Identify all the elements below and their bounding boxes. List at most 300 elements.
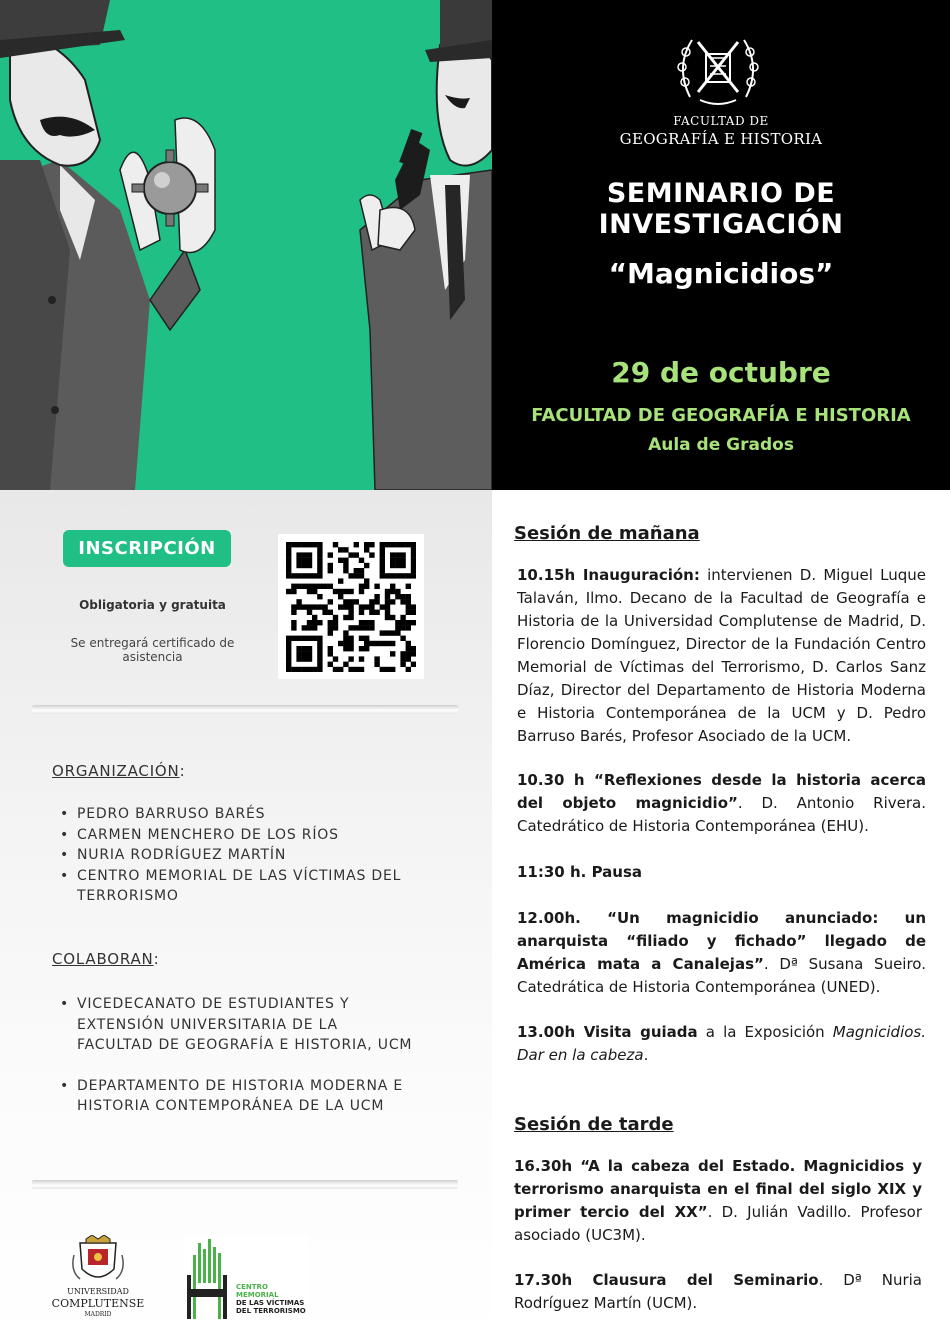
qr-module xyxy=(343,636,348,641)
qr-module xyxy=(406,620,411,625)
qr-module xyxy=(317,563,322,568)
qr-module xyxy=(369,542,374,547)
qr-module xyxy=(364,604,369,609)
qr-module xyxy=(286,563,291,568)
qr-module xyxy=(322,610,327,615)
qr-module xyxy=(380,558,385,563)
ucm-crest-icon xyxy=(50,1235,146,1287)
qr-module xyxy=(354,568,359,573)
qr-module xyxy=(312,625,317,630)
qr-module xyxy=(380,641,385,646)
qr-module xyxy=(359,620,364,625)
qr-module xyxy=(395,630,400,635)
qr-module xyxy=(411,651,416,656)
qr-module xyxy=(317,641,322,646)
qr-module xyxy=(406,656,411,661)
qr-module xyxy=(317,620,322,625)
qr-module xyxy=(395,589,400,594)
qr-module xyxy=(390,641,395,646)
qr-module xyxy=(328,620,333,625)
qr-module xyxy=(302,573,307,578)
qr-module xyxy=(406,594,411,599)
afternoon-session-title: Sesión de tarde xyxy=(514,1114,674,1135)
qr-module xyxy=(390,558,395,563)
qr-module xyxy=(343,662,348,667)
qr-module xyxy=(291,589,296,594)
qr-module xyxy=(364,542,369,547)
qr-module xyxy=(333,667,338,672)
qr-module xyxy=(354,667,359,672)
qr-module xyxy=(385,610,390,615)
event-venue: FACULTAD DE GEOGRAFÍA E HISTORIA xyxy=(531,405,911,426)
qr-module xyxy=(317,573,322,578)
qr-module xyxy=(374,656,379,661)
qr-module xyxy=(296,667,301,672)
qr-module xyxy=(380,542,385,547)
qr-module xyxy=(291,625,296,630)
qr-module xyxy=(338,547,343,552)
qr-module xyxy=(359,568,364,573)
qr-module xyxy=(286,667,291,672)
qr-module xyxy=(348,604,353,609)
qr-module xyxy=(286,641,291,646)
qr-module xyxy=(348,641,353,646)
qr-module xyxy=(385,594,390,599)
qr-module xyxy=(411,620,416,625)
divider xyxy=(32,705,458,714)
qr-module xyxy=(307,646,312,651)
qr-module xyxy=(374,599,379,604)
qr-module xyxy=(333,656,338,661)
qr-module xyxy=(385,604,390,609)
qr-module xyxy=(302,563,307,568)
faculty-name-large: GEOGRAFÍA E HISTORIA xyxy=(619,130,823,148)
memorial-center-name: CENTRO MEMORIAL DE LAS VÍCTIMAS DEL TERRORISMO xyxy=(236,1283,306,1315)
qr-module xyxy=(307,656,312,661)
qr-module xyxy=(359,646,364,651)
qr-module xyxy=(328,584,333,589)
qr-module xyxy=(322,604,327,609)
qr-module xyxy=(390,651,395,656)
qr-module xyxy=(380,604,385,609)
qr-module xyxy=(338,578,343,583)
qr-module xyxy=(333,620,338,625)
event-room: Aula de Grados xyxy=(648,435,794,455)
qr-module xyxy=(400,563,405,568)
qr-module xyxy=(390,573,395,578)
qr-module xyxy=(296,552,301,557)
qr-module xyxy=(406,610,411,615)
qr-module xyxy=(411,542,416,547)
collaborators-heading: COLABORAN: xyxy=(52,950,160,968)
faculty-name-small: FACULTAD DE xyxy=(673,114,769,128)
seminar-title-line2: INVESTIGACIÓN xyxy=(598,209,844,240)
qr-module xyxy=(286,573,291,578)
qr-module xyxy=(406,599,411,604)
qr-module xyxy=(317,558,322,563)
qr-module xyxy=(374,584,379,589)
qr-module xyxy=(411,604,416,609)
ucm-logo xyxy=(50,1235,146,1320)
qr-module xyxy=(317,542,322,547)
qr-module xyxy=(291,620,296,625)
qr-module xyxy=(374,662,379,667)
qr-module xyxy=(343,646,348,651)
qr-module xyxy=(364,578,369,583)
qr-module xyxy=(343,615,348,620)
qr-module xyxy=(369,552,374,557)
qr-module xyxy=(359,558,364,563)
qr-module xyxy=(317,584,322,589)
qr-module xyxy=(317,636,322,641)
qr-module xyxy=(359,625,364,630)
ucm-name-line3: MADRID xyxy=(84,1311,112,1318)
qr-module xyxy=(348,667,353,672)
qr-module xyxy=(328,563,333,568)
qr-module xyxy=(369,620,374,625)
qr-module xyxy=(343,558,348,563)
qr-module xyxy=(333,542,338,547)
qr-module xyxy=(328,552,333,557)
qr-module xyxy=(286,568,291,573)
program-item: 11:30 h. Pausa xyxy=(517,863,643,881)
qr-module xyxy=(385,615,390,620)
program-item: 10.30 h “Reflexiones desde la historia acerca del objeto magnicidio”. D. Antonio Rivera. Catedrático de Historia Contemporánea (EHU). xyxy=(517,771,926,835)
qr-module xyxy=(411,552,416,557)
qr-module xyxy=(317,604,322,609)
qr-module xyxy=(317,646,322,651)
qr-module xyxy=(312,604,317,609)
qr-module xyxy=(307,604,312,609)
qr-module xyxy=(385,630,390,635)
qr-module xyxy=(380,552,385,557)
qr-module xyxy=(291,542,296,547)
memorial-center-logo xyxy=(183,1235,308,1320)
qr-module xyxy=(385,667,390,672)
qr-module xyxy=(302,646,307,651)
qr-module xyxy=(400,651,405,656)
list-item: • NURIA RODRÍGUEZ MARTÍN xyxy=(58,845,418,866)
qr-module xyxy=(400,636,405,641)
qr-module xyxy=(406,542,411,547)
qr-module xyxy=(400,615,405,620)
qr-module xyxy=(343,589,348,594)
qr-module xyxy=(385,641,390,646)
qr-module xyxy=(307,584,312,589)
qr-module xyxy=(354,552,359,557)
qr-module xyxy=(312,589,317,594)
certificate-note: Se entregará certificado de asistencia xyxy=(70,636,235,664)
qr-module xyxy=(333,589,338,594)
qr-module xyxy=(296,656,301,661)
qr-module xyxy=(348,625,353,630)
program-item: 17.30h Clausura del Seminario. Dª Nuria Rodríguez Martín (UCM). xyxy=(514,1271,922,1312)
qr-module xyxy=(338,667,343,672)
qr-module xyxy=(406,667,411,672)
qr-module xyxy=(364,646,369,651)
qr-module xyxy=(343,547,348,552)
qr-module xyxy=(390,630,395,635)
registration-note: Obligatoria y gratuita xyxy=(79,598,226,612)
qr-module xyxy=(354,542,359,547)
collaborators-list xyxy=(58,994,418,1137)
qr-module xyxy=(359,573,364,578)
qr-module xyxy=(406,573,411,578)
qr-module xyxy=(364,636,369,641)
qr-module xyxy=(296,558,301,563)
qr-module xyxy=(359,667,364,672)
qr-module xyxy=(302,542,307,547)
qr-module xyxy=(390,542,395,547)
qr-module xyxy=(385,599,390,604)
qr-module xyxy=(395,542,400,547)
qr-module xyxy=(312,667,317,672)
qr-module xyxy=(291,667,296,672)
qr-module xyxy=(312,620,317,625)
qr-module xyxy=(312,573,317,578)
qr-module xyxy=(406,646,411,651)
qr-module xyxy=(302,625,307,630)
organization-heading: ORGANIZACIÓN: xyxy=(52,762,186,780)
qr-module xyxy=(348,646,353,651)
qr-module xyxy=(338,589,343,594)
qr-module xyxy=(395,620,400,625)
qr-module xyxy=(317,552,322,557)
qr-module xyxy=(359,604,364,609)
qr-module xyxy=(390,667,395,672)
organization-list xyxy=(58,804,418,907)
qr-module xyxy=(328,568,333,573)
qr-module xyxy=(317,667,322,672)
memorial-bars-icon xyxy=(183,1235,233,1320)
qr-module xyxy=(395,563,400,568)
qr-module xyxy=(364,547,369,552)
qr-module xyxy=(364,625,369,630)
program-item: 16.30h “A la cabeza del Estado. Magnicidios y terrorismo anarquista en el final del siglo XIX y primer tercio del XX”. D. Julián Vadillo. Profesor asociado (UC3M). xyxy=(514,1157,923,1244)
list-item: • PEDRO BARRUSO BARÉS xyxy=(58,804,418,825)
left-detective xyxy=(0,0,215,490)
qr-module xyxy=(307,620,312,625)
qr-module xyxy=(312,615,317,620)
qr-module xyxy=(343,630,348,635)
qr-module xyxy=(338,558,343,563)
qr-module xyxy=(400,656,405,661)
qr-module xyxy=(286,636,291,641)
list-item: • CENTRO MEMORIAL DE LAS VÍCTIMAS DEL TERRORISMO xyxy=(58,866,418,907)
qr-module xyxy=(348,656,353,661)
qr-module xyxy=(348,552,353,557)
right-detective xyxy=(360,0,492,490)
qr-module xyxy=(317,568,322,573)
qr-module xyxy=(302,558,307,563)
qr-module xyxy=(343,604,348,609)
qr-module xyxy=(385,542,390,547)
qr-module xyxy=(400,662,405,667)
qr-module xyxy=(296,604,301,609)
qr-module xyxy=(380,563,385,568)
qr-module xyxy=(286,558,291,563)
qr-module xyxy=(406,651,411,656)
qr-module xyxy=(296,563,301,568)
ucm-name-line1: UNIVERSIDAD xyxy=(67,1287,129,1296)
program-item: 10.15h Inauguración: intervienen D. Miguel Luque Talaván, Ilmo. Decano de la Facultad de Geografía e Historia de la Universidad Complutense de Madrid, D. Florencio Domínguez, Director de la Fundación Centro Memorial de Víctimas del Terrorismo, D. Carlos Sanz Díaz, Director del Departamento de Historia Moderna e Historia Contemporánea de la UCM y D. Pedro Barruso Barés, Profesor Asociado de la UCM. xyxy=(517,566,927,745)
qr-module xyxy=(317,651,322,656)
qr-module xyxy=(307,573,312,578)
qr-module xyxy=(411,646,416,651)
ucm-name-line2: COMPLUTENSE xyxy=(51,1297,145,1310)
qr-module xyxy=(380,568,385,573)
qr-module xyxy=(328,599,333,604)
qr-module xyxy=(302,604,307,609)
qr-module xyxy=(343,599,348,604)
qr-module xyxy=(296,584,301,589)
qr-module xyxy=(343,563,348,568)
seminar-title-line1: SEMINARIO DE xyxy=(606,178,836,209)
qr-module xyxy=(291,636,296,641)
qr-module xyxy=(411,610,416,615)
qr-code-icon xyxy=(286,542,416,672)
qr-module xyxy=(307,667,312,672)
qr-module xyxy=(348,610,353,615)
qr-module xyxy=(395,625,400,630)
qr-module xyxy=(286,589,291,594)
qr-module xyxy=(302,636,307,641)
qr-module xyxy=(390,599,395,604)
qr-module xyxy=(348,599,353,604)
qr-module xyxy=(286,552,291,557)
qr-module xyxy=(411,662,416,667)
qr-module xyxy=(359,656,364,661)
qr-module xyxy=(291,584,296,589)
qr-module xyxy=(286,651,291,656)
qr-module xyxy=(291,573,296,578)
qr-module xyxy=(286,656,291,661)
qr-module xyxy=(354,625,359,630)
hero-illustration xyxy=(0,0,492,490)
qr-module xyxy=(338,594,343,599)
qr-module xyxy=(359,610,364,615)
qr-module xyxy=(364,563,369,568)
seminar-topic: “Magnicidios” xyxy=(608,257,834,290)
program-item: 12.00h. “Un magnicidio anunciado: un anarquista “filiado y fichado” llegado de América mata a Canalejas”. Dª Susana Sueiro. Catedrática de Historia Contemporánea (UNED). xyxy=(517,909,926,996)
info-column xyxy=(0,490,492,1344)
qr-module xyxy=(359,584,364,589)
registration-badge[interactable]: INSCRIPCIÓN xyxy=(63,530,231,567)
qr-module xyxy=(374,610,379,615)
qr-module xyxy=(328,651,333,656)
qr-module xyxy=(322,584,327,589)
faculty-crest-icon xyxy=(670,22,766,112)
qr-module xyxy=(343,568,348,573)
qr-module xyxy=(400,542,405,547)
qr-module xyxy=(369,604,374,609)
list-item: • VICEDECANATO DE ESTUDIANTES Y EXTENSIÓN UNIVERSITARIA DE LA FACULTAD DE GEOGRAFÍA E HISTORIA, UCM xyxy=(58,994,418,1056)
qr-module xyxy=(338,604,343,609)
qr-module xyxy=(312,584,317,589)
qr-module xyxy=(364,620,369,625)
qr-module xyxy=(338,641,343,646)
qr-module xyxy=(395,573,400,578)
qr-module xyxy=(348,589,353,594)
qr-module xyxy=(390,615,395,620)
qr-module xyxy=(296,636,301,641)
registration-qr-code[interactable] xyxy=(278,534,424,679)
qr-module xyxy=(380,667,385,672)
qr-module xyxy=(390,589,395,594)
qr-module xyxy=(302,584,307,589)
qr-module xyxy=(411,573,416,578)
qr-module xyxy=(411,568,416,573)
qr-module xyxy=(307,625,312,630)
qr-module xyxy=(328,625,333,630)
qr-module xyxy=(333,625,338,630)
qr-module xyxy=(390,563,395,568)
qr-module xyxy=(307,651,312,656)
qr-module xyxy=(312,542,317,547)
program-column xyxy=(492,490,950,1344)
program-item: 13.00h Visita guiada a la Exposición Magnicidios. Dar en la cabeza. xyxy=(517,1023,926,1064)
qr-module xyxy=(354,599,359,604)
qr-module xyxy=(307,636,312,641)
qr-module xyxy=(364,584,369,589)
qr-module xyxy=(317,662,322,667)
qr-module xyxy=(317,594,322,599)
qr-module xyxy=(400,558,405,563)
qr-module xyxy=(296,599,301,604)
qr-module xyxy=(312,636,317,641)
qr-module xyxy=(395,594,400,599)
qr-module xyxy=(291,604,296,609)
qr-module xyxy=(307,610,312,615)
qr-module xyxy=(328,610,333,615)
qr-module xyxy=(400,599,405,604)
qr-module xyxy=(406,604,411,609)
qr-module xyxy=(385,589,390,594)
qr-module xyxy=(302,651,307,656)
qr-module xyxy=(286,646,291,651)
qr-module xyxy=(400,573,405,578)
qr-module xyxy=(400,625,405,630)
morning-session-title: Sesión de mañana xyxy=(514,523,700,544)
qr-module xyxy=(364,641,369,646)
qr-module xyxy=(333,615,338,620)
qr-module xyxy=(380,547,385,552)
qr-module xyxy=(406,641,411,646)
qr-module xyxy=(390,552,395,557)
qr-module xyxy=(348,615,353,620)
list-item: • CARMEN MENCHERO DE LOS RÍOS xyxy=(58,825,418,846)
qr-module xyxy=(317,547,322,552)
qr-module xyxy=(369,625,374,630)
qr-module xyxy=(317,656,322,661)
qr-module xyxy=(390,584,395,589)
qr-module xyxy=(302,667,307,672)
qr-module xyxy=(406,625,411,630)
qr-module xyxy=(348,636,353,641)
qr-module xyxy=(359,589,364,594)
qr-module xyxy=(380,630,385,635)
list-item: • DEPARTAMENTO DE HISTORIA MODERNA E HISTORIA CONTEMPORÁNEA DE LA UCM xyxy=(58,1076,418,1117)
qr-module xyxy=(400,552,405,557)
qr-module xyxy=(307,552,312,557)
qr-module xyxy=(286,542,291,547)
qr-module xyxy=(395,552,400,557)
qr-module xyxy=(369,610,374,615)
qr-module xyxy=(302,552,307,557)
qr-module xyxy=(296,646,301,651)
qr-module xyxy=(296,651,301,656)
qr-module xyxy=(286,662,291,667)
